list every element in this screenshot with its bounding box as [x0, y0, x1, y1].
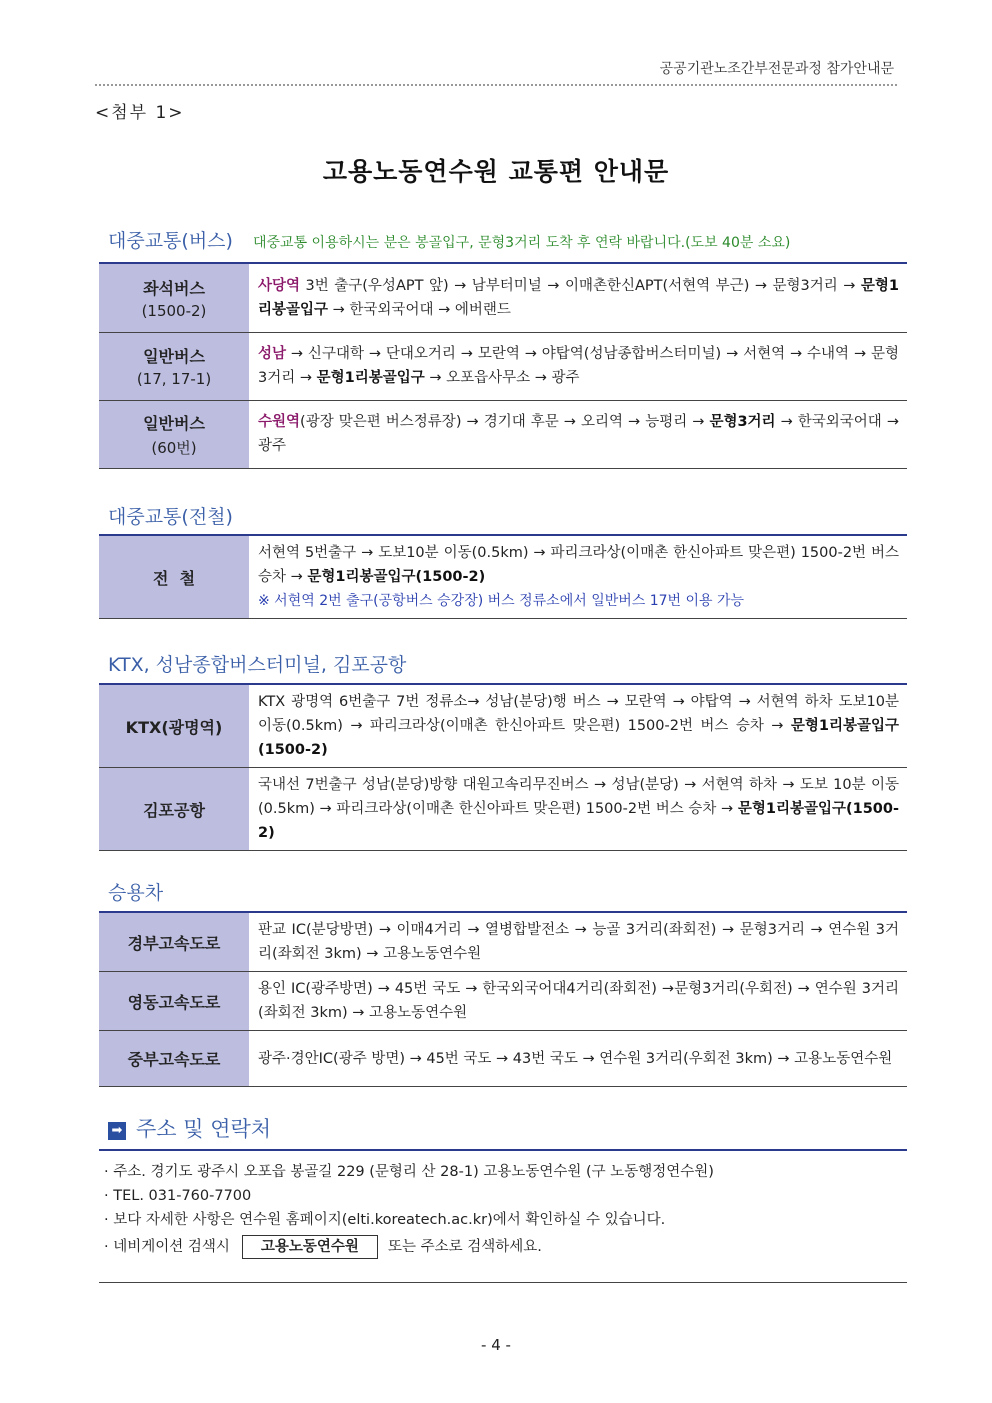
- table-row: [99, 332, 907, 400]
- page-number: - 4 -: [481, 1336, 511, 1354]
- bus-route-table: [99, 262, 907, 469]
- table-row: [99, 972, 907, 1031]
- subway-section-title: 대중교통(전철): [108, 506, 233, 528]
- route-description: 성남 → 신구대학 → 단대오거리 → 모란역 → 야탑역(성남종합버스터미널) → 서현역 → 수내역 → 문형3거리 → 문형1리봉골입구 → 오포읍사무소 → 광주: [249, 332, 907, 400]
- list-item: · TEL. 031-760-7700: [104, 1188, 252, 1204]
- bus-section-title: 대중교통(버스): [108, 230, 233, 252]
- navigation-search-keyword: 고용노동연수원: [242, 1235, 378, 1259]
- list-item: · 보다 자세한 사항은 연수원 홈페이지(elti.koreatech.ac.kr)에서 확인하실 수 있습니다.: [104, 1212, 666, 1228]
- header-divider: [95, 84, 897, 86]
- page-title: 고용노동연수원 교통편 안내문: [322, 157, 670, 186]
- route-label: 일반버스 (60번): [99, 400, 249, 468]
- car-section-title: 승용차: [108, 882, 164, 904]
- route-description: 용인 IC(광주방면) → 45번 국도 → 한국외국어대4거리(좌회전) →문형3거리(우회전) → 연수원 3거리(좌회전 3km) → 고용노동연수원: [249, 972, 907, 1031]
- route-description: 광주·경안IC(광주 방면) → 45번 국도 → 43번 국도 → 연수원 3거리(우회전 3km) → 고용노동연수원: [258, 1050, 893, 1067]
- ktx-section-title: KTX, 성남종합버스터미널, 김포공항: [108, 654, 407, 676]
- route-description: 판교 IC(분당방면) → 이매4거리 → 열병합발전소 → 능골 3거리(좌회전) → 문형3거리 → 연수원 3거리(좌회전 3km) → 고용노동연수원: [249, 912, 907, 972]
- address-list: [104, 1160, 904, 1259]
- car-route-table: [99, 911, 907, 1087]
- route-label: 김포공항: [99, 768, 249, 851]
- route-description: KTX 광명역 6번출구 7번 정류소→ 성남(분당)행 버스 → 모란역 → 야탑역 → 서현역 하차 도보10분 이동(0.5km) → 파리크라상(이매촌 한신아파트 맞은편) 1500-2번 버스 승차 → 문형1리봉골입구(1500-2): [249, 684, 907, 768]
- route-label: KTX(광명역): [99, 684, 249, 768]
- section-title-bus: [108, 226, 790, 253]
- list-item: · 네비게이션 검색시 고용노동연수원 또는 주소로 검색하세요.: [104, 1235, 904, 1259]
- header-course-name: 공공기관노조간부전문과정 참가안내문: [659, 61, 894, 77]
- table-row: [99, 263, 907, 332]
- table-row: [99, 912, 907, 972]
- table-row: [99, 400, 907, 468]
- table-row: [99, 1031, 907, 1087]
- attachment-label: <첨부 1>: [95, 103, 185, 123]
- subway-note: ※ 서현역 2번 출구(공항버스 승강장) 버스 정류소에서 일반버스 17번 이용 가능: [258, 593, 745, 609]
- route-label: 전 철: [99, 535, 249, 619]
- table-row: [99, 684, 907, 768]
- address-title-text: 주소 및 연락처: [136, 1117, 272, 1141]
- route-description: 사당역 3번 출구(우성APT 앞) → 남부터미널 → 이매촌한신APT(서현역 부근) → 문형3거리 → 문형1리봉골입구 → 한국외국어대 → 에버랜드: [249, 263, 907, 332]
- table-row: [99, 535, 907, 619]
- address-section-title: [108, 1113, 271, 1143]
- table-row: [99, 768, 907, 851]
- subway-route-table: [99, 534, 907, 619]
- ktx-route-table: [99, 683, 907, 851]
- route-description: 서현역 5번출구 → 도보10분 이동(0.5km) → 파리크라상(이매촌 한신아파트 맞은편) 1500-2번 버스 승차 → 문형1리봉골입구(1500-2) ※ 서현역 2번 출구(공항버스 승강장) 버스 정류소에서 일반버스 17번 이용 가능: [258, 545, 899, 609]
- route-label: 경부고속도로: [99, 912, 249, 972]
- arrow-right-icon: ➡: [108, 1122, 126, 1140]
- list-item: · 주소. 경기도 광주시 오포읍 봉골길 229 (문형리 산 28-1) 고용노동연수원 (구 노동행정연수원): [104, 1164, 714, 1180]
- route-label: 중부고속도로: [99, 1031, 249, 1087]
- route-description: 국내선 7번출구 성남(분당)방향 대원고속리무진버스 → 성남(분당) → 서현역 하차 → 도보 10분 이동(0.5km) → 파리크라상(이매촌 한신아파트 맞은편) 1500-2번 버스 승차 → 문형1리봉골입구(1500-2): [258, 777, 899, 841]
- address-divider-top: [99, 1149, 907, 1151]
- route-label: 일반버스 (17, 17-1): [99, 332, 249, 400]
- route-label: 좌석버스 (1500-2): [99, 263, 249, 332]
- bus-section-note: 대중교통 이용하시는 분은 봉골입구, 문형3거리 도착 후 연락 바랍니다.(도보 40분 소요): [253, 235, 791, 251]
- route-description: 수원역(광장 맞은편 버스정류장) → 경기대 후문 → 오리역 → 능평리 → 문형3거리 → 한국외국어대 → 광주: [258, 414, 899, 454]
- route-label: 영동고속도로: [99, 972, 249, 1031]
- address-divider-bottom: [99, 1282, 907, 1283]
